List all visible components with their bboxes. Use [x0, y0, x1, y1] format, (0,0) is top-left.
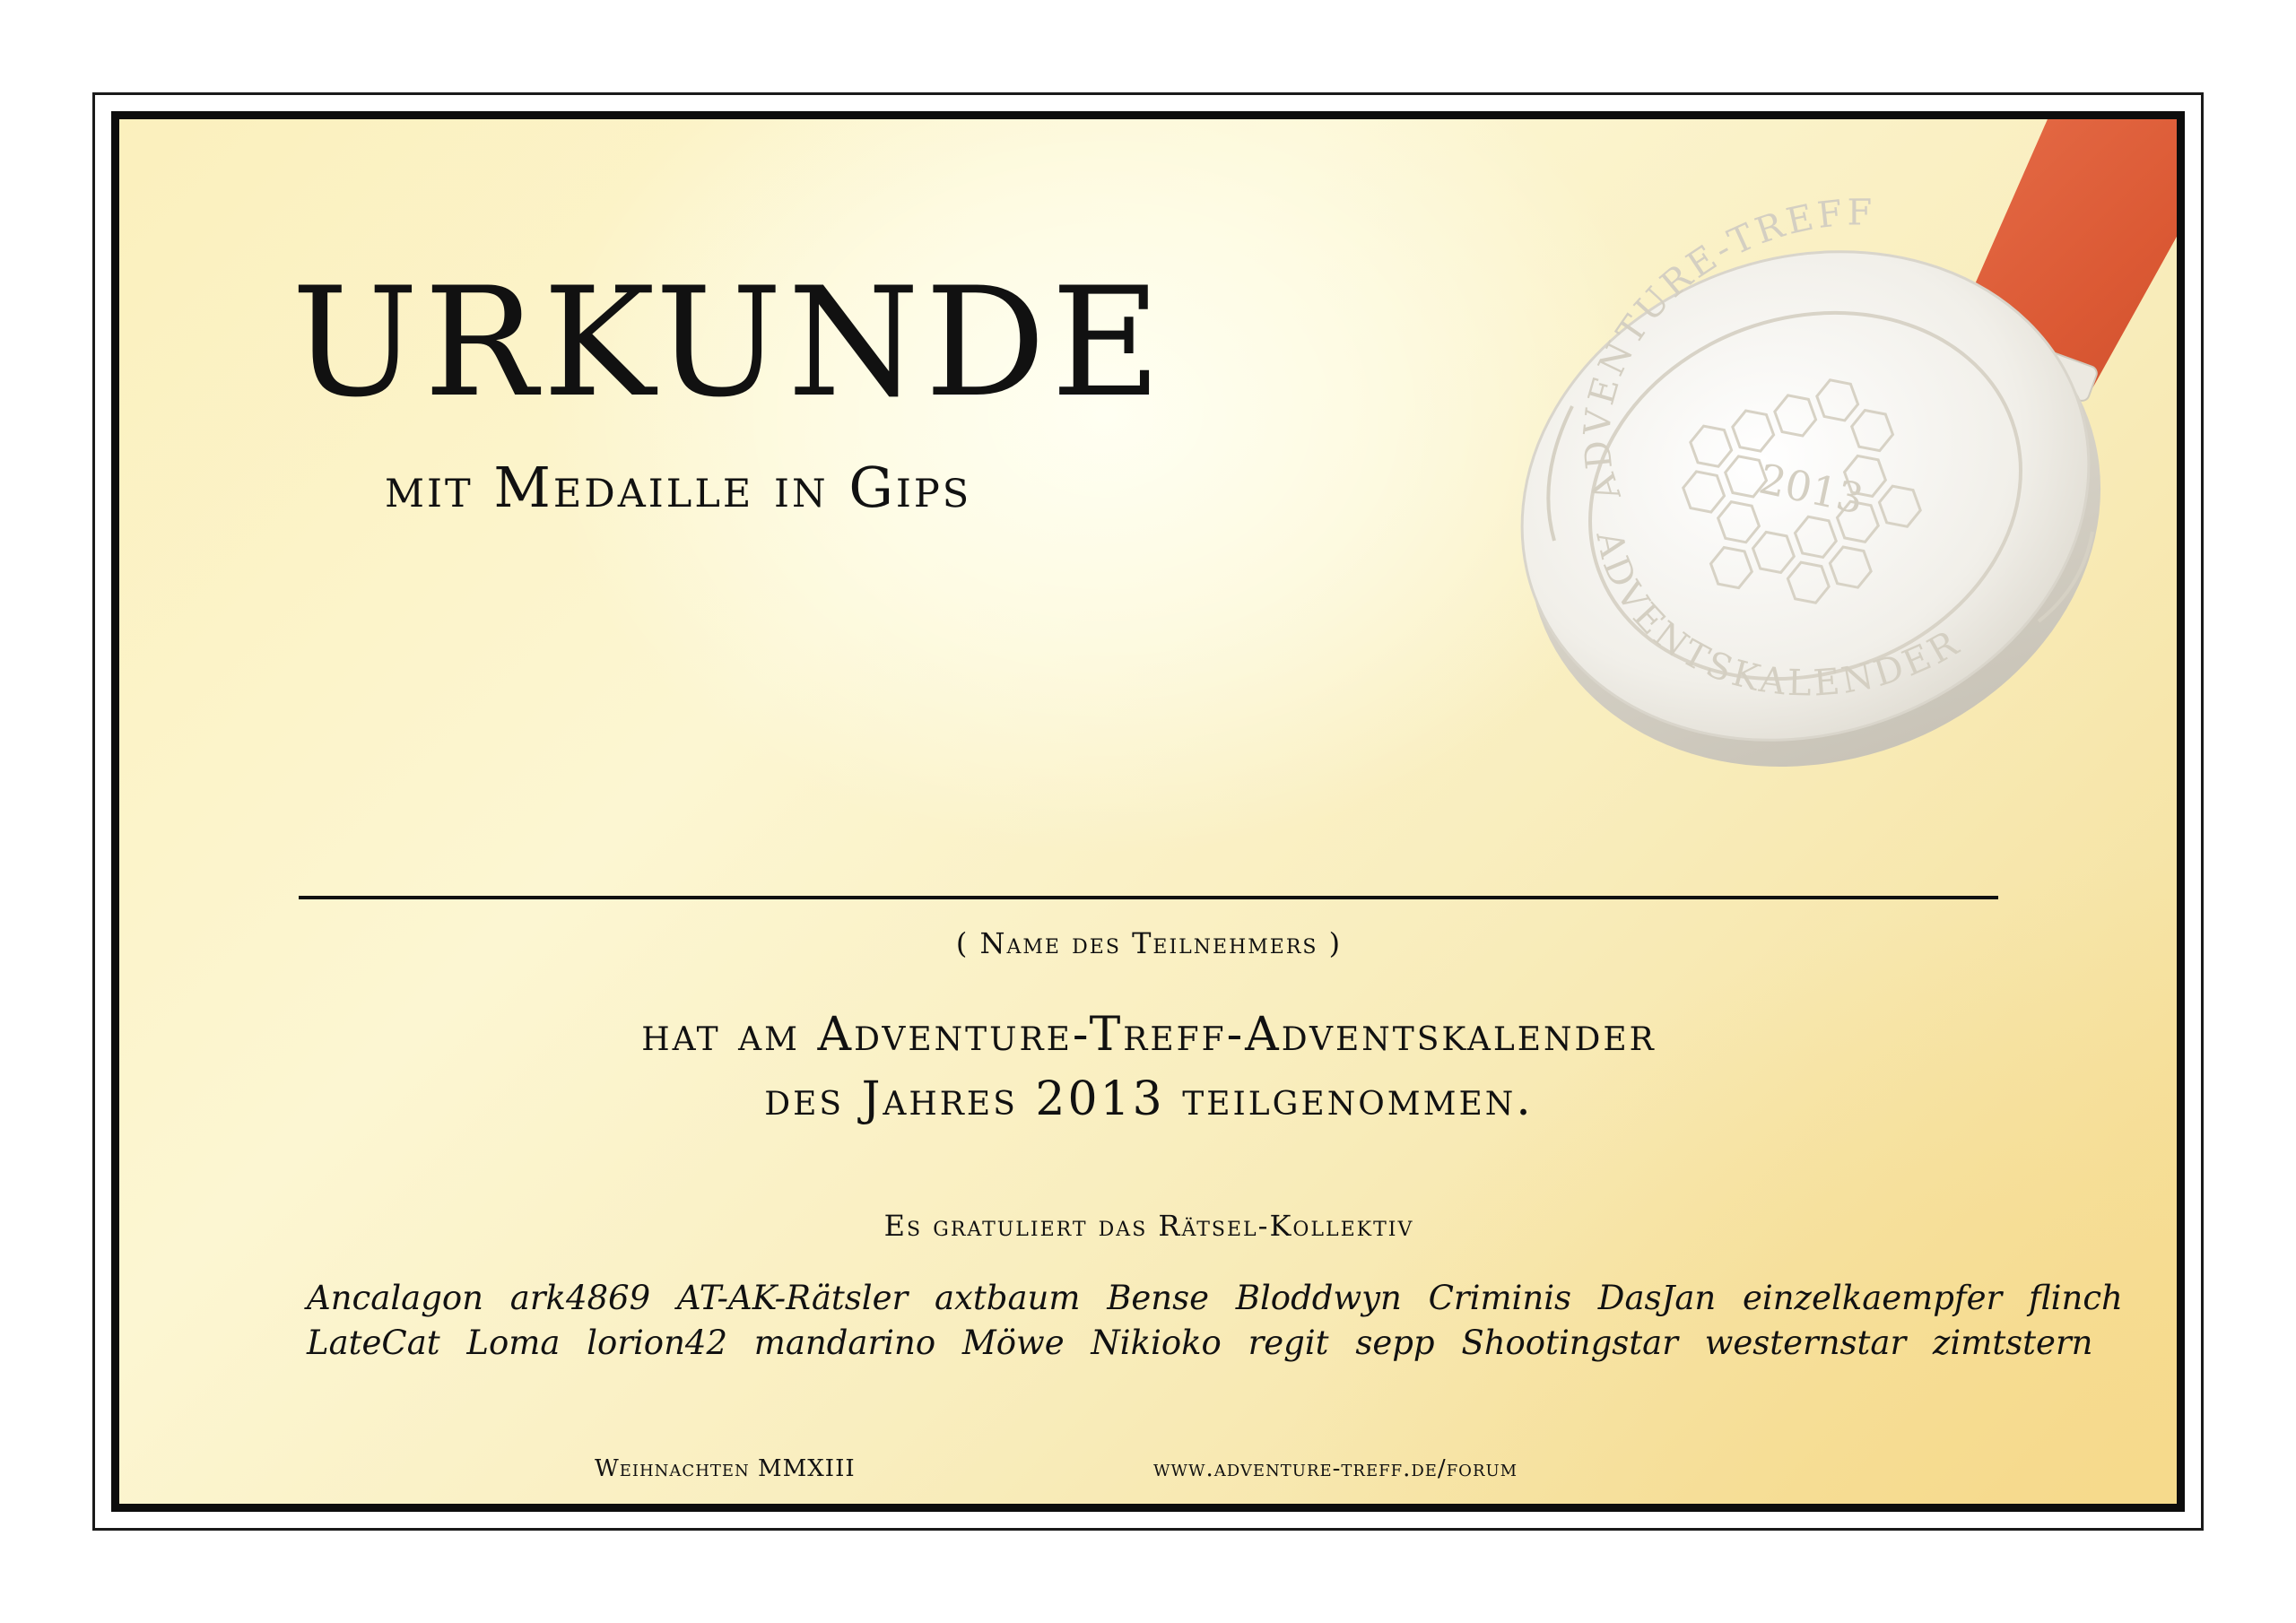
name-item: Ancalagon	[307, 1279, 484, 1317]
name-item: Bense	[1107, 1279, 1210, 1317]
certificate-title: URKUNDE	[291, 255, 1167, 430]
name-signature-line	[299, 896, 1998, 899]
name-item: axtbaum	[934, 1279, 1081, 1317]
name-item: westernstar	[1704, 1324, 1907, 1362]
medal-image	[1465, 119, 2185, 926]
name-item: lorion42	[587, 1324, 727, 1362]
name-item: Criminis	[1428, 1279, 1572, 1317]
name-item: zimtstern	[1932, 1324, 2093, 1362]
footer-date: Weihnachten MMXIII	[595, 1455, 856, 1482]
name-item: Nikioko	[1091, 1324, 1222, 1362]
medal-ring-text-top: ADVENTURE-TREFF	[1576, 192, 1876, 507]
name-item: AT-AK-Rätsler	[676, 1279, 909, 1317]
name-item: ark4869	[509, 1279, 651, 1317]
names-row-1	[299, 1276, 2123, 1321]
name-item: einzelkaempfer	[1743, 1279, 2003, 1317]
certificate-statement	[299, 1002, 1999, 1132]
statement-line-1: hat am Adventure-Treff-Adventskalender	[641, 1008, 1657, 1062]
footer-url: www.adventure-treff.de/forum	[1153, 1455, 1518, 1482]
names-row-2	[299, 1321, 2093, 1366]
name-item: regit	[1248, 1324, 1329, 1362]
medal-year: 2013	[1754, 454, 1868, 524]
name-item: Loma	[466, 1324, 561, 1362]
name-item: flinch	[2028, 1279, 2123, 1317]
name-item: LateCat	[307, 1324, 440, 1362]
name-item: mandarino	[753, 1324, 936, 1362]
name-item: DasJan	[1597, 1279, 1717, 1317]
name-item: Shootingstar	[1461, 1324, 1678, 1362]
name-item: Bloddwyn	[1235, 1279, 1402, 1317]
name-caption: ( Name des Teilnehmers )	[955, 926, 1343, 960]
medal-ring-text-bottom: ADVENTSKALENDER	[1587, 527, 1969, 705]
name-item: Möwe	[961, 1324, 1065, 1362]
statement-line-2: des Jahres 2013 teilgenommen.	[764, 1072, 1534, 1126]
certificate-subtitle: mit Medaille in Gips	[385, 455, 972, 520]
name-item: sepp	[1355, 1324, 1435, 1362]
congrats-line: Es gratuliert das Rätsel-Kollektiv	[883, 1209, 1414, 1243]
participant-names	[299, 1276, 2123, 1366]
certificate-panel	[111, 111, 2185, 1512]
